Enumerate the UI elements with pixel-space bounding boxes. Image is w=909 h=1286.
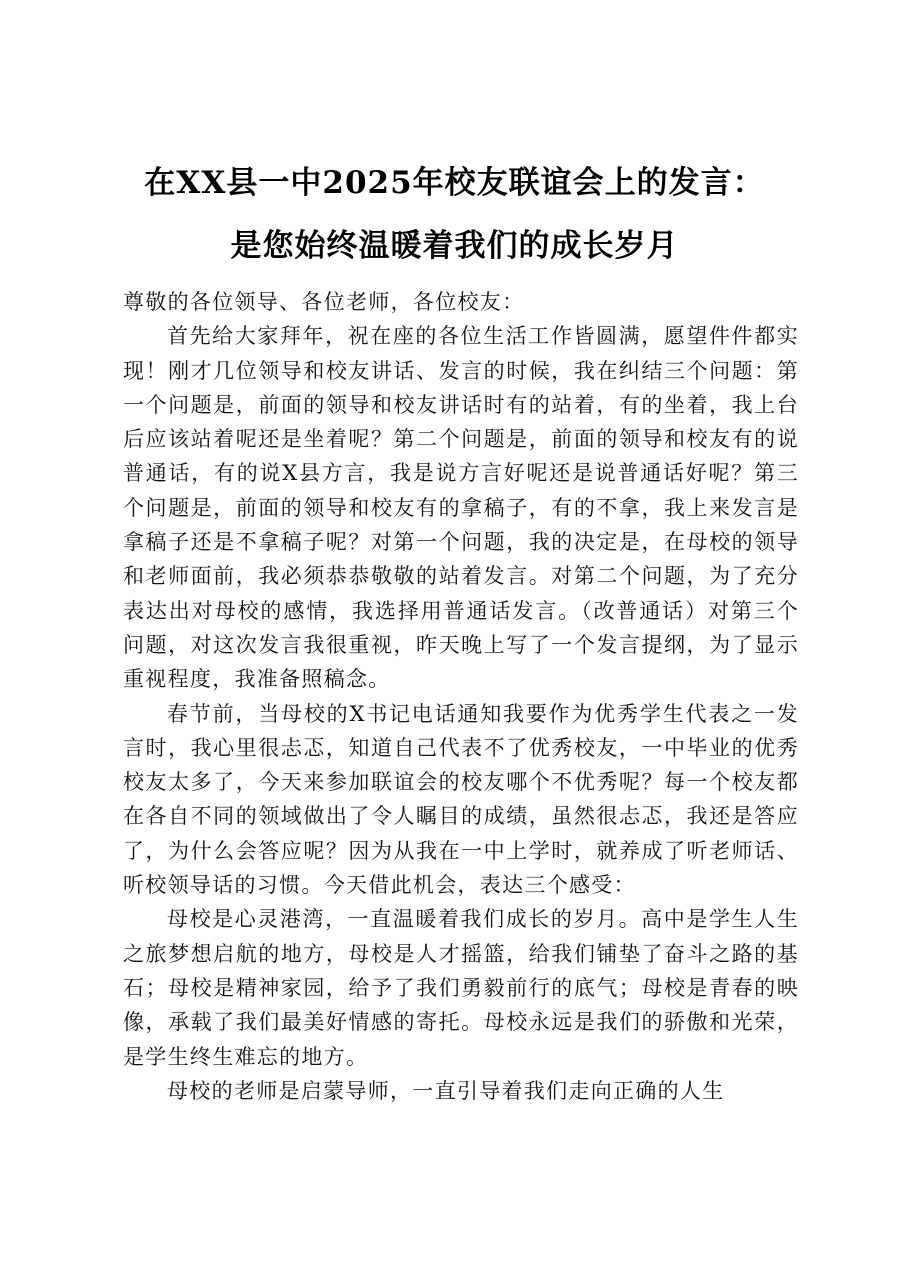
- salutation: 尊敬的各位领导、各位老师，各位校友：: [123, 290, 525, 314]
- document-title-line-1: 在XX县一中2025年校友联谊会上的发言：: [144, 165, 765, 201]
- document-body: [123, 285, 799, 1108]
- paragraph-2: 春节前，当母校的X书记电话通知我要作为优秀学生代表之一发言时，我心里很忐忑，知道自己代表不了优秀校友，一中毕业的优秀校友太多了，今天来参加联谊会的校友哪个不优秀呢？每一个校友都在各自不同的领域做出了令人瞩目的成绩，虽然很忐忑，我还是答应了，为什么会答应呢？因为从我在一中上学时，就养成了听老师话、听校领导话的习惯。今天借此机会，表达三个感受：: [123, 701, 799, 898]
- paragraph-4: 母校的老师是启蒙导师，一直引导着我们走向正确的人生: [167, 1078, 725, 1103]
- document-title-line-2: 是您始终温暖着我们的成长岁月: [230, 228, 679, 264]
- paragraph-3: 母校是心灵港湾，一直温暖着我们成长的岁月。高中是学生人生之旅梦想启航的地方，母校是人才摇篮，给我们铺垫了奋斗之路的基石；母校是精神家园，给予了我们勇毅前行的底气；母校是青春的映像，承载了我们最美好情感的寄托。母校永远是我们的骄傲和光荣，是学生终生难忘的地方。: [123, 907, 799, 1069]
- paragraph-1: 首先给大家拜年，祝在座的各位生活工作皆圆满，愿望件件都实现！刚才几位领导和校友讲话、发言的时候，我在纠结三个问题：第一个问题是，前面的领导和校友讲话时有的站着，有的坐着，我上台后应该站着呢还是坐着呢？第二个问题是，前面的领导和校友有的说普通话，有的说X县方言，我是说方言好呢还是说普通话好呢？第三个问题是，前面的领导和校友有的拿稿子，有的不拿，我上来发言是拿稿子还是不拿稿子呢？对第一个问题，我的决定是，在母校的领导和老师面前，我必须恭恭敬敬的站着发言。对第二个问题，为了充分表达出对母校的感情，我选择用普通话发言。（改普通话）对第三个问题，对这次发言我很重视，昨天晚上写了一个发言提纲，为了显示重视程度，我准备照稿念。: [123, 324, 799, 692]
